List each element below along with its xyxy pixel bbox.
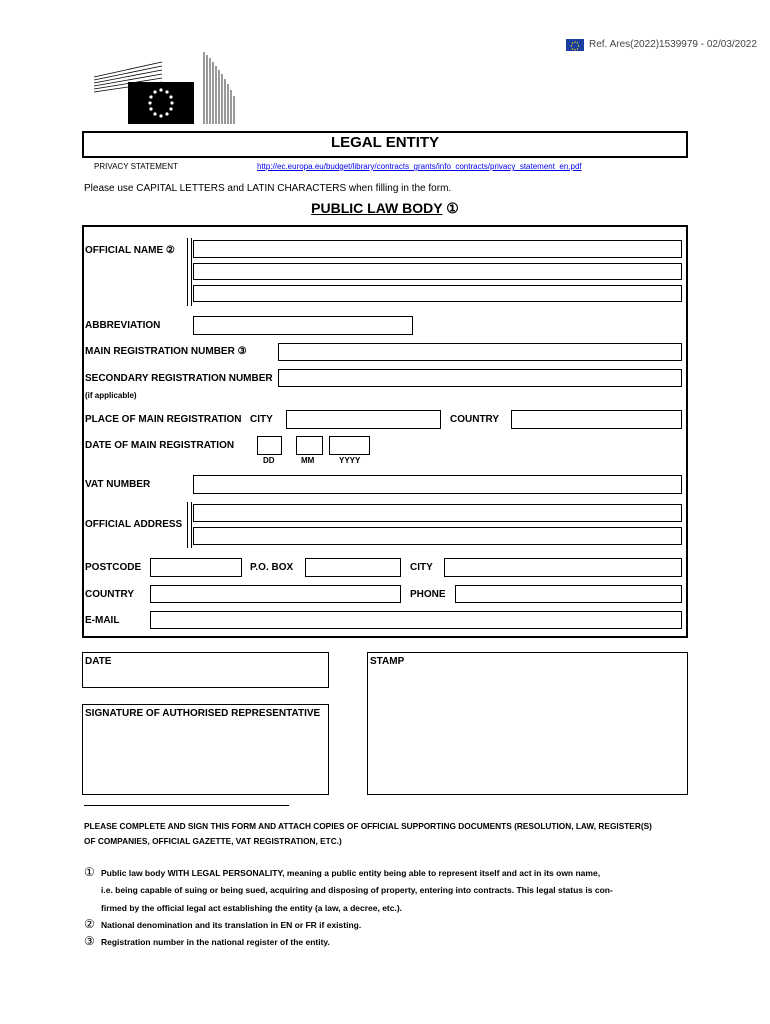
registration-city-field[interactable]	[286, 410, 441, 429]
official-name-field-3[interactable]	[193, 285, 682, 302]
official-name-field-1[interactable]	[193, 240, 682, 258]
official-name-label: OFFICIAL NAME ②	[85, 245, 175, 256]
secondary-registration-number-label: SECONDARY REGISTRATION NUMBER	[85, 373, 273, 384]
date-label: DATE	[85, 656, 112, 667]
registration-city-label: CITY	[250, 414, 273, 425]
vat-number-label: VAT NUMBER	[85, 479, 151, 490]
privacy-statement-label: PRIVACY STATEMENT	[94, 162, 178, 171]
official-name-field-2[interactable]	[193, 263, 682, 280]
email-field[interactable]	[150, 611, 682, 629]
european-commission-logo	[92, 52, 242, 127]
document-reference: Ref. Ares(2022)1539979 - 02/03/2022	[589, 39, 757, 50]
note-1-line-1: Public law body WITH LEGAL PERSONALITY, meaning a public entity being able to represent itself and act in its own name,	[101, 868, 601, 878]
note-3-text: Registration number in the national register of the entity.	[101, 937, 330, 947]
address-country-label: COUNTRY	[85, 589, 135, 600]
note-2-marker: ②	[84, 917, 95, 931]
yyyy-label: YYYY	[339, 456, 361, 465]
instructions-text: Please use CAPITAL LETTERS and LATIN CHARACTERS when filling in the form.	[84, 183, 452, 194]
registration-year-field[interactable]	[329, 436, 370, 455]
if-applicable-label: (if applicable)	[85, 391, 137, 400]
abbreviation-field[interactable]	[193, 316, 413, 335]
note-3-marker: ③	[84, 934, 95, 948]
postcode-field[interactable]	[150, 558, 242, 577]
signature-label: SIGNATURE OF AUTHORISED REPRESENTATIVE	[85, 708, 321, 719]
main-registration-number-label: MAIN REGISTRATION NUMBER ③	[85, 346, 247, 357]
stamp-label: STAMP	[370, 656, 405, 667]
secondary-registration-number-field[interactable]	[278, 369, 682, 387]
postcode-label: POSTCODE	[85, 562, 142, 573]
abbreviation-label: ABBREVIATION	[85, 320, 161, 331]
section-marker: ①	[446, 200, 459, 216]
registration-country-label: COUNTRY	[450, 414, 500, 425]
privacy-statement-link[interactable]: http://ec.europa.eu/budget/library/contracts_grants/info_contracts/privacy_statement_en.pdf	[257, 162, 582, 171]
date-box[interactable]	[82, 652, 329, 688]
registration-day-field[interactable]	[257, 436, 282, 455]
phone-label: PHONE	[410, 589, 446, 600]
note-1-line-2: i.e. being capable of suing or being sued, acquiring and disposing of property, entering into contracts. This legal status is con-	[101, 885, 613, 895]
section-title-text: PUBLIC LAW BODY	[311, 200, 443, 216]
note-1-line-3: firmed by the official legal act establishing the entity (a law, a decree, etc.).	[101, 903, 403, 913]
page-title: LEGAL ENTITY	[330, 134, 440, 151]
mm-label: MM	[301, 456, 315, 465]
official-address-field-2[interactable]	[193, 527, 682, 545]
main-registration-number-field[interactable]	[278, 343, 682, 361]
registration-month-field[interactable]	[296, 436, 323, 455]
stamp-box[interactable]	[367, 652, 688, 795]
official-name-bracket	[187, 238, 192, 306]
email-label: E-MAIL	[85, 615, 120, 626]
phone-field[interactable]	[455, 585, 682, 603]
official-address-label: OFFICIAL ADDRESS	[85, 519, 183, 530]
address-country-field[interactable]	[150, 585, 401, 603]
date-of-registration-label: DATE OF MAIN REGISTRATION	[85, 440, 235, 451]
official-address-bracket	[187, 502, 192, 548]
po-box-field[interactable]	[305, 558, 401, 577]
po-box-label: P.O. BOX	[250, 562, 294, 573]
eu-flag-icon	[566, 39, 584, 51]
registration-country-field[interactable]	[511, 410, 682, 429]
section-title	[0, 200, 770, 217]
address-city-label: CITY	[410, 562, 433, 573]
footer-divider	[84, 805, 289, 806]
address-city-field[interactable]	[444, 558, 682, 577]
official-address-field-1[interactable]	[193, 504, 682, 522]
vat-number-field[interactable]	[193, 475, 682, 494]
dd-label: DD	[263, 456, 275, 465]
note-1-marker: ①	[84, 865, 95, 879]
place-of-registration-label: PLACE OF MAIN REGISTRATION	[85, 414, 242, 425]
note-2-text: National denomination and its translation in EN or FR if existing.	[101, 920, 362, 930]
footer-instruction-line-1: PLEASE COMPLETE AND SIGN THIS FORM AND ATTACH COPIES OF OFFICIAL SUPPORTING DOCUMENTS (RESOLUTION, LAW, REGISTER(S)	[84, 821, 652, 831]
footer-instruction-line-2: OF COMPANIES, OFFICIAL GAZETTE, VAT REGISTRATION, ETC.)	[84, 836, 342, 846]
